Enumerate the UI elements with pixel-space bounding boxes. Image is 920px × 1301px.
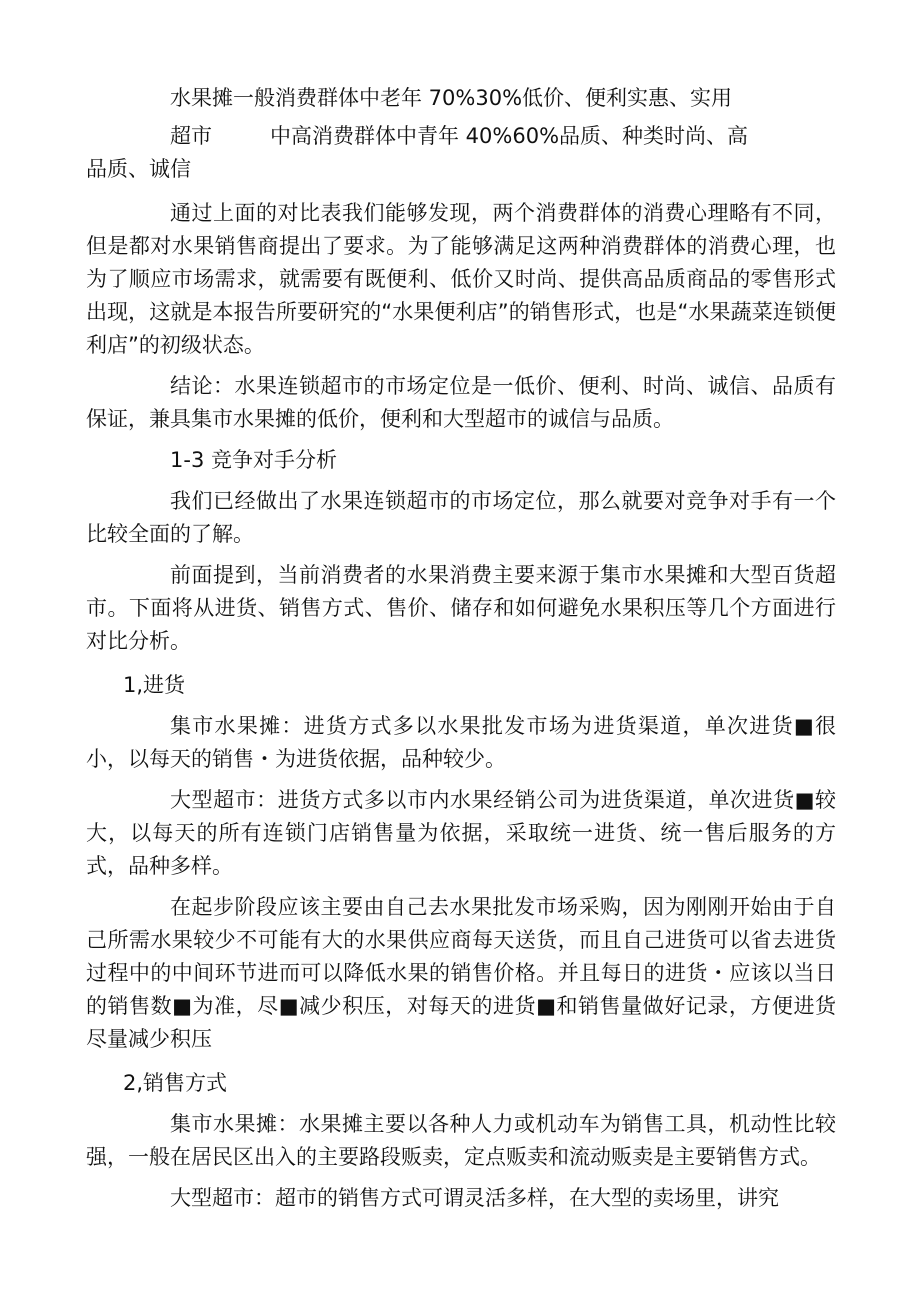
paragraph-consumer-psychology: 通过上面的对比表我们能够发现，两个消费群体的消费心理略有不同，但是都对水果销售商提出了要求。为了能够满足这两种消费群体的消费心理，也为了顺应市场需求，就需要有既便利、低价又时尚、提供高品质商品的零售形式出现，这就是本报告所要研究的“水果便利店”的销售形式，也是“水果蔬菜连锁便利店”的初级状态。: [86, 201, 836, 357]
table-row-supermarket: [170, 120, 836, 153]
paragraph-supermarket-purchasing: 大型超市：进货方式多以市内水果经销公司为进货渠道，单次进货■较大，以每天的所有连锁门店销售量为依据，采取统一进货、统一售后服务的方式，品种多样。: [86, 788, 836, 878]
paragraph-competitor-intro: 我们已经做出了水果连锁超市的市场定位，那么就要对竞争对手有一个比较全面的了解。: [86, 489, 836, 546]
table-row-continuation: 品质、诚信: [86, 157, 191, 181]
table-cell-supermarket: 超市: [170, 124, 212, 148]
paragraph-comparison-intro: 前面提到，当前消费者的水果消费主要来源于集市水果摊和大型百货超市。下面将从进货、销售方式、售价、储存和如何避免水果积压等几个方面进行对比分析。: [86, 563, 836, 653]
subheading-purchasing: 1,进货: [123, 673, 186, 697]
paragraph-supermarket-sales: 大型超市：超市的销售方式可谓灵活多样，在大型的卖场里，讲究: [170, 1186, 779, 1210]
paragraph-stall-sales: 集市水果摊：水果摊主要以各种人力或机动车为销售工具，机动性比较强，一般在居民区出入的主要路段贩卖，定点贩卖和流动贩卖是主要销售方式。: [86, 1112, 836, 1169]
paragraph-stall-purchasing: 集市水果摊：进货方式多以水果批发市场为进货渠道，单次进货■很小，以每天的销售・为进货依据，品种较少。: [86, 714, 836, 771]
table-row-fruit-stall: 水果摊一般消费群体中老年 70%30%低价、便利实惠、实用: [170, 86, 733, 110]
paragraph-startup-purchasing: 在起步阶段应该主要由自己去水果批发市场采购，因为刚刚开始由于自己所需水果较少不可能有大的水果供应商每天送货，而且自己进货可以省去进货过程中的中间环节进而可以降低水果的销售价格。并且每日的进货・应该以当日的销售数■为准，尽■减少积压，对每天的进货■和销售量做好记录，方便进货尽量减少积压: [86, 895, 836, 1051]
paragraph-conclusion: 结论：水果连锁超市的市场定位是一低价、便利、时尚、诚信、品质有保证，兼具集市水果摊的低价，便利和大型超市的诚信与品质。: [86, 374, 836, 431]
subheading-sales-method: 2,销售方式: [123, 1071, 228, 1095]
table-cell-supermarket-details: 中高消费群体中青年 40%60%品质、种类时尚、高: [270, 124, 749, 148]
document-page: [86, 82, 836, 1215]
section-heading-competitor-analysis: 1-3 竞争对手分析: [170, 448, 337, 472]
